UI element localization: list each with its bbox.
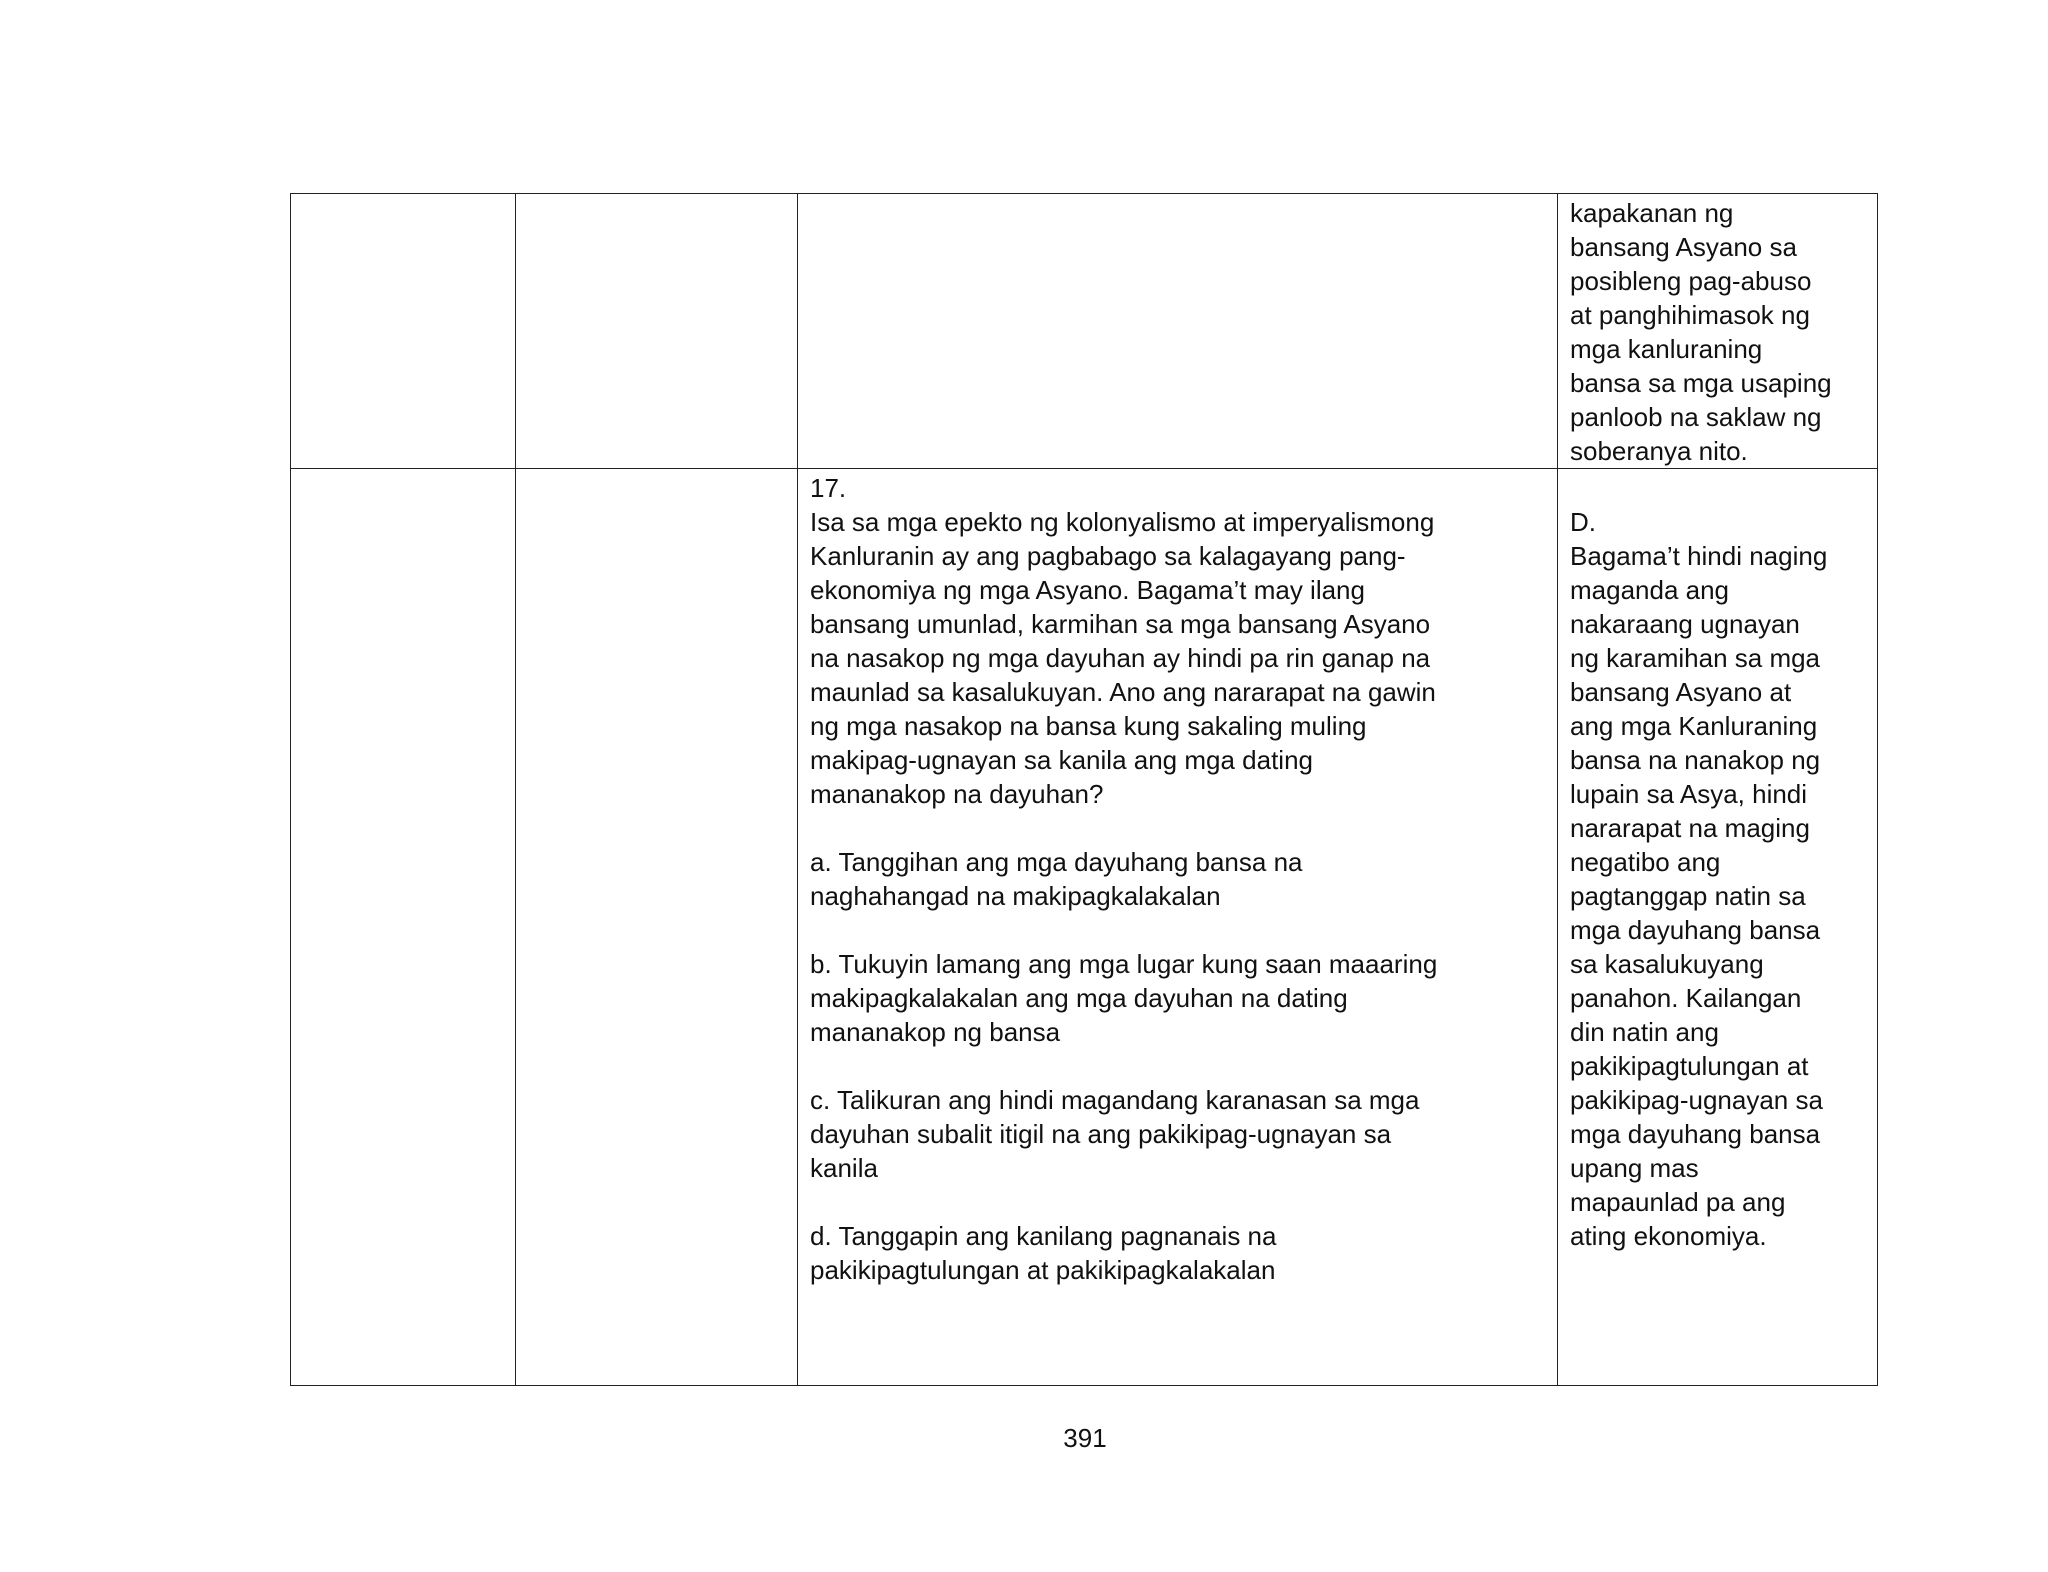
choice-d: d. Tanggapin ang kanilang pagnanais na pakikipagtulungan at pakikipagkalakalan: [810, 1221, 1277, 1285]
question-text: Isa sa mga epekto ng kolonyalismo at imperyalismong Kanluranin ay ang pagbabago sa kalagayang pang- ekonomiya ng mga Asyano. Bagama’t may ilang bansang umunlad, karmihan sa mga bansang Asyano na nasakop ng mga dayuhan ay hindi pa rin ganap na maunlad sa kasalukuyan. Ano ang nararapat na gawin ng mga nasakop na bansa kung sakaling muling makipag-ugnayan sa kanila ang mga dating mananakop na dayuhan?: [810, 507, 1436, 809]
table-row: [291, 469, 1878, 1386]
empty-cell: [291, 194, 516, 469]
choice-b: b. Tukuyin lamang ang mga lugar kung saan maaaring makipagkalakalan ang mga dayuhan na dating mananakop ng bansa: [810, 949, 1438, 1047]
answer-cell: [1558, 194, 1878, 469]
answer-continuation-text: kapakanan ng bansang Asyano sa posibleng pag-abuso at panghihimasok ng mga kanluraning bansa sa mga usaping panloob na saklaw ng soberanya nito.: [1570, 198, 1832, 466]
choice-a: a. Tanggihan ang mga dayuhang bansa na naghahangad na makipagkalakalan: [810, 847, 1303, 911]
answer-explanation: Bagama’t hindi naging maganda ang nakaraang ugnayan ng karamihan sa mga bansang Asyano at ang mga Kanluraning bansa na nanakop ng lupain sa Asya, hindi nararapat na maging negatibo ang pagtanggap natin sa mga dayuhang bansa sa kasalukuyang panahon. Kailangan din natin ang pakikipagtulungan at pakikipag-ugnayan sa mga dayuhang bansa upang mas mapaunlad pa ang ating ekonomiya.: [1570, 541, 1828, 1251]
item-number: 17.: [810, 473, 847, 503]
table-row: [291, 194, 1878, 469]
assessment-table: [290, 193, 1878, 1386]
page-number: 391: [1063, 1423, 1107, 1453]
choice-c: c. Talikuran ang hindi magandang karanasan sa mga dayuhan subalit itigil na ang pakikipag-ugnayan sa kanila: [810, 1085, 1420, 1183]
empty-cell: [291, 469, 516, 1386]
answer-letter: D.: [1570, 507, 1596, 537]
answer-cell: [1558, 469, 1878, 1386]
empty-cell: [798, 194, 1558, 469]
empty-cell: [516, 194, 798, 469]
empty-cell: [516, 469, 798, 1386]
question-cell: [798, 469, 1558, 1386]
